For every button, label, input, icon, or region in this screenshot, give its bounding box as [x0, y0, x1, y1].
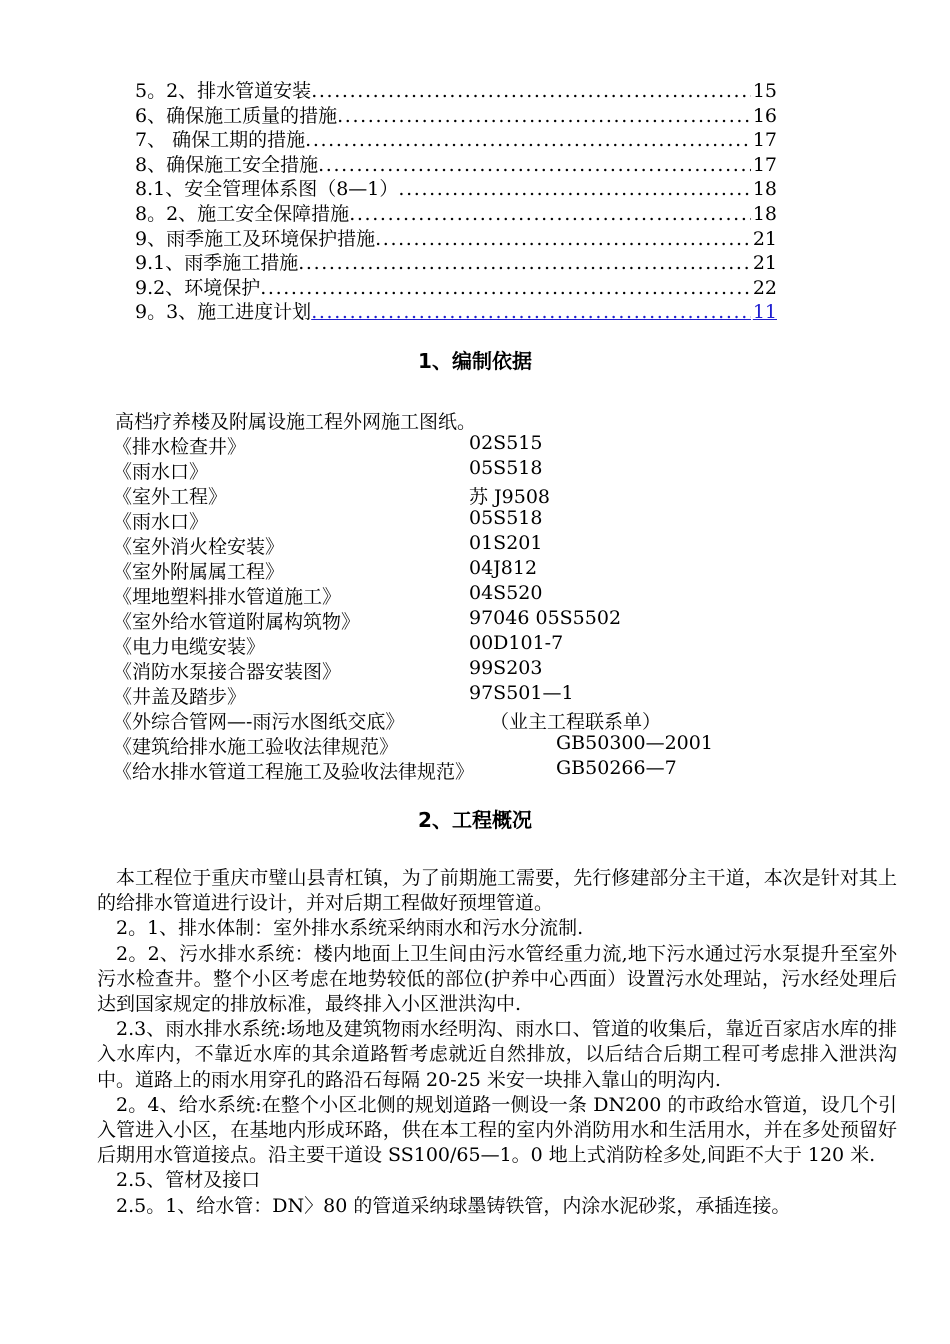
reference-title: 《雨水口》: [113, 461, 209, 483]
reference-title: 《消防水泵接合器安装图》: [113, 661, 342, 683]
reference-row: [113, 732, 873, 757]
reference-row: [113, 507, 873, 532]
toc-entry-label: 9。3、施工进度计划: [135, 301, 312, 324]
toc-entry-label: 5。2、排水管道安装: [135, 80, 312, 102]
toc-entry-page: 15: [752, 80, 777, 102]
reference-row: [113, 607, 873, 632]
toc-entry-label: 8、确保施工安全措施: [135, 153, 319, 176]
reference-row: [113, 757, 873, 782]
reference-code: 05S518: [469, 457, 543, 479]
toc-entry: [135, 224, 777, 249]
reference-row: [113, 432, 873, 457]
reference-row: [113, 557, 873, 582]
reference-code: 苏 J9508: [469, 486, 551, 508]
reference-title: 《埋地塑料排水管道施工》: [113, 586, 342, 608]
reference-list: [113, 407, 873, 782]
toc-entry: [135, 125, 777, 150]
reference-code: 01S201: [469, 532, 543, 554]
reference-title: 《雨水口》: [113, 511, 209, 533]
reference-intro: 高档疗养楼及附属设施工程外网施工图纸。: [115, 411, 477, 433]
reference-title: 《室外消火栓安装》: [113, 536, 285, 558]
toc-leader-dots: [349, 203, 751, 225]
reference-title: 《室外附属属工程》: [113, 561, 285, 583]
overview-paragraph: 2.3、雨水排水系统:场地及建筑物雨水经明沟、雨水口、管道的收集后，靠近百家店水库的排入水库内，不靠近水库的其余道路暂考虑就近自然排放，以后结合后期工程可考虑排入泄洪沟中。道路上的雨水用穿孔的路沿石每隔 20-25 米安一块排入靠山的明沟内.: [97, 1018, 897, 1091]
reference-title: 《给水排水管道工程施工及验收法律规范》: [113, 761, 475, 783]
reference-row: [113, 457, 873, 482]
toc-entry-page: 17: [752, 153, 777, 176]
toc-entry: [135, 199, 777, 224]
toc-entry[interactable]: [135, 297, 777, 322]
toc-entry-label: 9、雨季施工及环境保护措施: [135, 227, 376, 250]
toc-entry-label: 9.1、雨季施工措施: [135, 252, 299, 275]
reference-row: [113, 657, 873, 682]
toc-entry-label: 9.2、环境保护: [135, 276, 261, 299]
reference-code: 04S520: [469, 582, 543, 604]
section-1-heading: 1、编制依据: [418, 349, 532, 373]
toc-entry: [135, 150, 777, 175]
toc-entry: [135, 76, 777, 101]
toc-entry-label: 7、 确保工期的措施: [135, 129, 306, 152]
reference-title: 《排水检查井》: [113, 436, 247, 458]
toc-leader-dots: [398, 178, 750, 200]
reference-code: 00D101-7: [469, 632, 564, 654]
reference-code: 04J812: [469, 557, 538, 579]
reference-row: [113, 532, 873, 557]
toc-leader-dots: [311, 80, 751, 102]
reference-code: 02S515: [469, 432, 543, 454]
reference-code: 97046 05S5502: [469, 607, 622, 629]
toc-entry-page[interactable]: 11: [752, 301, 777, 324]
toc-leader-dots: [318, 154, 751, 176]
overview-paragraph: 本工程位于重庆市璧山县青杠镇，为了前期施工需要，先行修建部分主干道，本次是针对其上的给排水管道进行设计，并对后期工程做好预埋管道。: [97, 867, 897, 915]
toc-entry-page: 18: [752, 178, 777, 201]
reference-code: GB50300—2001: [556, 732, 713, 754]
reference-row: [113, 682, 873, 707]
reference-row: [113, 707, 873, 732]
reference-code: 99S203: [469, 657, 543, 679]
toc-entry-page: 16: [752, 104, 777, 127]
toc-leader-dots: [375, 228, 751, 250]
toc-entry: [135, 248, 777, 273]
reference-code: 05S518: [469, 507, 543, 529]
toc-leader-dots: [298, 252, 751, 274]
reference-title: 《井盖及踏步》: [113, 686, 247, 708]
reference-code: 97S501—1: [469, 682, 574, 704]
reference-title: 《电力电缆安装》: [113, 636, 266, 658]
reference-code: GB50266—7: [556, 757, 677, 779]
project-overview: [97, 866, 897, 1219]
reference-title: 《室外工程》: [113, 486, 228, 508]
toc-entry: [135, 273, 777, 298]
toc-entry-page: 18: [752, 202, 777, 225]
toc-entry: [135, 101, 777, 126]
toc-leader-dots: [337, 105, 751, 127]
reference-title: 《外综合管网—-雨污水图纸交底》: [113, 711, 405, 733]
reference-row: [113, 582, 873, 607]
reference-row: [113, 482, 873, 507]
reference-title: 《建筑给排水施工验收法律规范》: [113, 736, 399, 758]
toc-entry-page: 21: [752, 252, 777, 275]
toc-entry: [135, 174, 777, 199]
toc-entry-label: 6、确保施工质量的措施: [135, 104, 338, 127]
toc-leader-dots: [305, 129, 751, 151]
overview-paragraph: 2。4、给水系统:在整个小区北侧的规划道路一侧设一条 DN200 的市政给水管道，设几个引入管进入小区，在基地内形成环路，供在本工程的室内外消防用水和生活用水，并在多处预留好后期用水管道接点。沿主要干道设 SS100/65—1。0 地上式消防栓多处,间距不大于 120 米.: [97, 1093, 897, 1167]
toc-leader-dots: [311, 301, 751, 323]
toc-leader-dots: [260, 277, 751, 299]
toc-entry-page: 21: [752, 227, 777, 250]
reference-row: [113, 632, 873, 657]
table-of-contents: [135, 76, 777, 322]
toc-entry-page: 22: [752, 276, 777, 299]
toc-entry-page: 17: [752, 129, 777, 152]
overview-paragraph: 2。2、污水排水系统：楼内地面上卫生间由污水管经重力流,地下污水通过污水泵提升至室外污水检查井。整个小区考虑在地势较低的部位(护养中心西面）设置污水处理站，污水经处理后达到国家规定的排放标准，最终排入小区泄洪沟中.: [97, 942, 897, 1016]
overview-paragraph: 2.5、管材及接口: [116, 1169, 261, 1192]
overview-paragraph: 2。1、排水体制：室外排水系统采纳雨水和污水分流制.: [116, 917, 584, 940]
section-2-heading: 2、工程概况: [418, 808, 532, 832]
toc-entry-label: 8.1、安全管理体系图（8—1）: [135, 178, 399, 201]
toc-entry-label: 8。2、施工安全保障措施: [135, 202, 350, 225]
reference-title: 《室外给水管道附属构筑物》: [113, 611, 361, 633]
overview-paragraph: 2.5。1、给水管：DN〉80 的管道采纳球墨铸铁管，内涂水泥砂浆，承插连接。: [116, 1194, 791, 1217]
reference-code: （业主工程联系单）: [490, 711, 662, 733]
